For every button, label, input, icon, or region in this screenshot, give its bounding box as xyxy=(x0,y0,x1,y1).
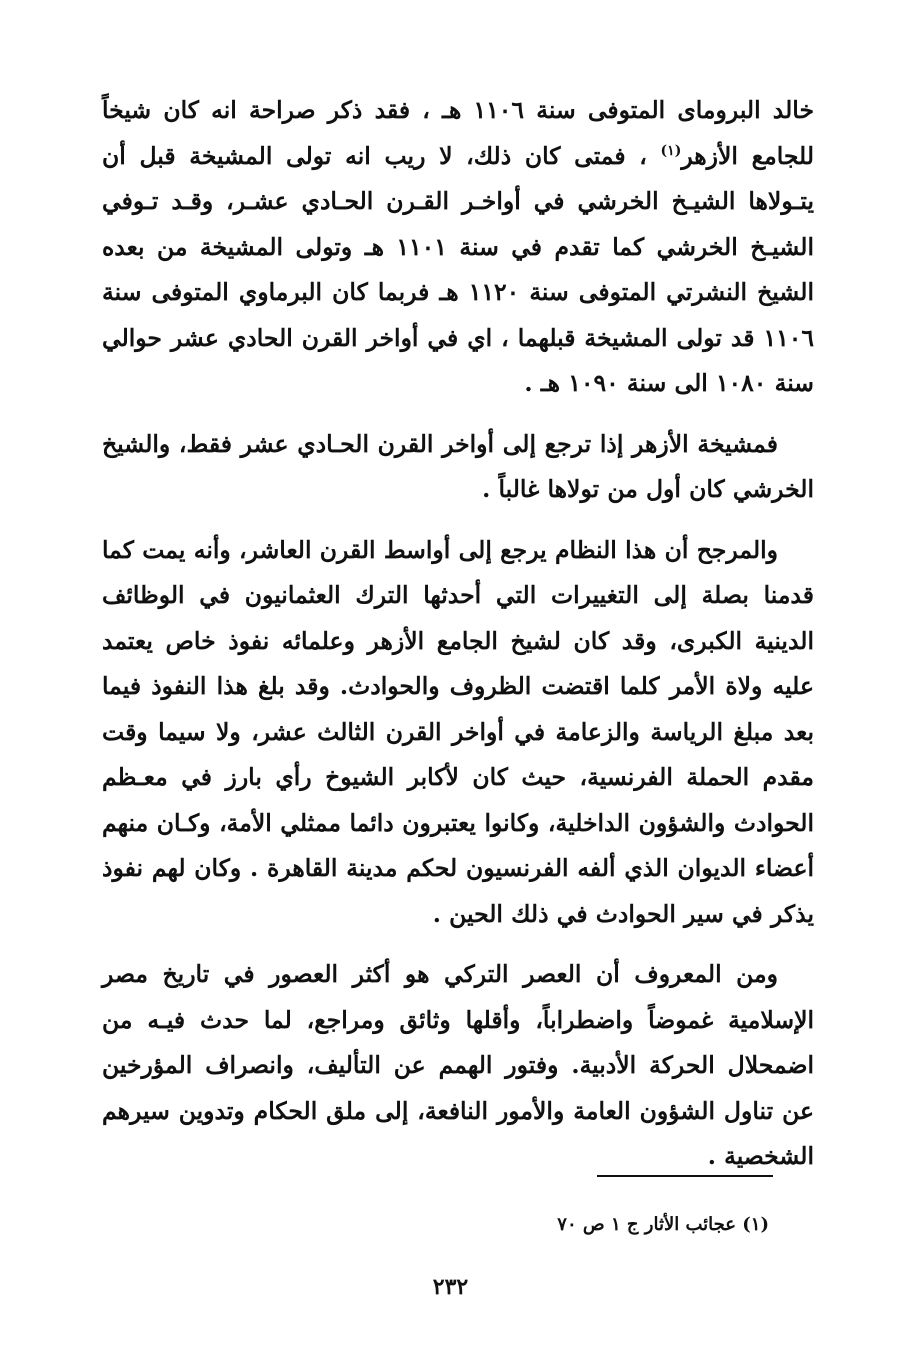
main-text xyxy=(102,88,814,1180)
page-number: ٢٣٢ xyxy=(432,1274,469,1300)
paragraph-1-text-continued: ، فمتى كان ذلك، لا ريب انه تولى المشيخة قبل أن يتـولاها الشيـخ الخرشي في أواخـر القـرن الحـادي عشـر، وقـد تـوفي الشيـخ الخرشي كما تقدم في سنة ١١٠١ هـ وتولى المشيخة من بعده الشيخ النشرتي المتوفى سنة ١١٢٠ هـ فربما كان البرماوي المتوفى سنة ١١٠٦ قد تولى المشيخة قبلهما ، اي في أواخر القرن الحادي عشر حوالي سنة ١٠٨٠ الى سنة ١٠٩٠ هـ . xyxy=(102,141,814,397)
footnote: (١) عجائب الأثار ج ١ ص ٧٠ xyxy=(557,1214,769,1235)
footnote-marker: (١) xyxy=(660,142,682,159)
paragraph-4: ومن المعروف أن العصر التركي هو أكثر العصور في تاريخ مصر الإسلامية غموضاً واضطراباً، وأقلها وثائق ومراجع، لما حدث فيـه من اضمحلال الحركة الأدبية. وفتور الهمم عن التأليف، وانصراف المؤرخين عن تناول الشؤون العامة والأمور النافعة، إلى ملق الحكام وتدوين سيرهم الشخصية . xyxy=(102,960,814,1170)
paragraph-1 xyxy=(102,88,814,407)
paragraph-1-text: خالد البرومای المتوفى سنة ١١٠٦ هـ ، فقد ذكر صراحة انه كان شيخاً للجامع الأزهر xyxy=(102,96,814,170)
footnote-divider xyxy=(597,1175,773,1177)
paragraph-3: والمرجح أن هذا النظام يرجع إلى أواسط القرن العاشر، وأنه يمت كما قدمنا بصلة إلى التغييرات التي أحدثها الترك العثمانيون في الوظائف الدينية الكبرى، وقد كان لشيخ الجامع الأزهر وعلمائه نفوذ خاص يعتمد عليه ولاة الأمر كلما اقتضت الظروف والحوادث. وقد بلغ هذا النفوذ فيما بعد مبلغ الرياسة والزعامة في أواخر القرن الثالث عشر، ولا سيما وقت مقدم الحملة الفرنسية، حيث كان لأكابر الشيوخ رأي بارز في معـظم الحوادث والشؤون الداخلية، وكانوا يعتبرون دائما ممثلي الأمة، وكـان منهم أعضاء الديوان الذي ألفه الفرنسيون لحكم مدينة القاهرة . وكان لهم نفوذ يذكر في سير الحوادث في ذلك الحين . xyxy=(102,535,814,928)
paragraph-2: فمشيخة الأزهر إذا ترجع إلى أواخر القرن الحـادي عشر فقط، والشيخ الخرشي كان أول من تولاها غالباً . xyxy=(102,429,814,503)
